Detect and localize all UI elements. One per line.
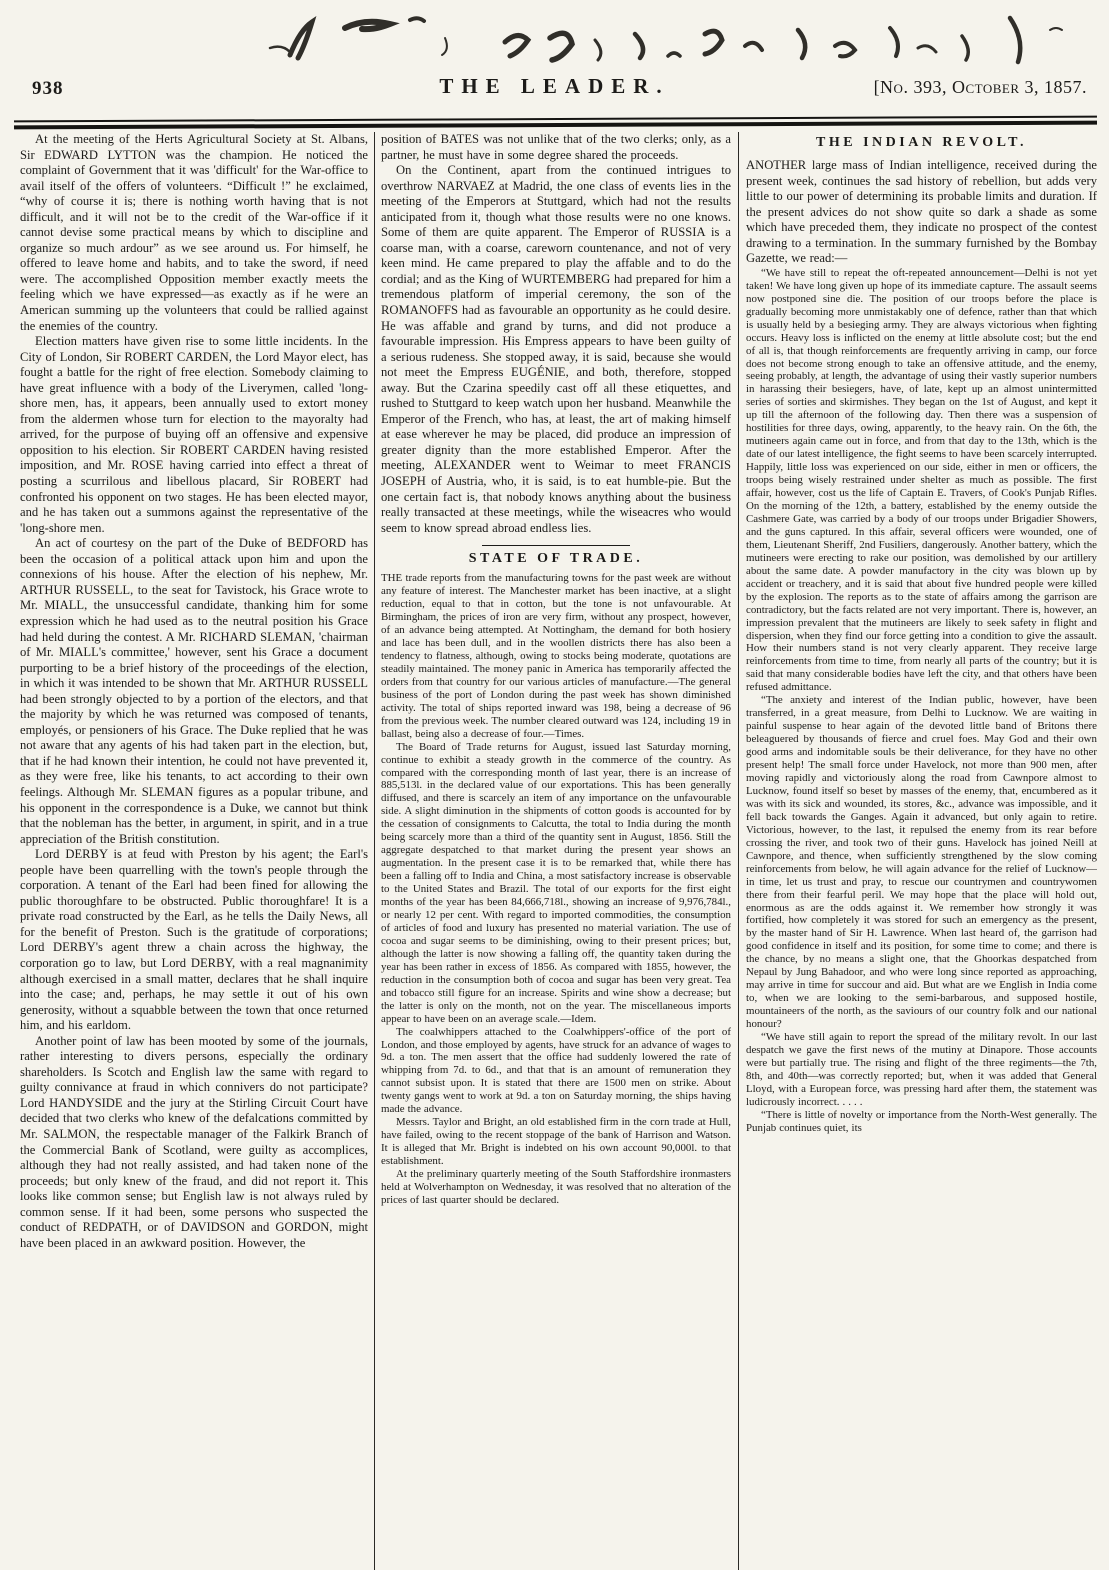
page-header <box>0 70 1109 116</box>
section-title-indian-revolt: THE INDIAN REVOLT. <box>816 135 1027 150</box>
section-divider-rule <box>482 545 630 546</box>
ink-smudge-marks <box>250 0 1109 70</box>
masthead-title: THE LEADER. <box>439 74 670 98</box>
trade-paragraph: The coalwhippers attached to the Coalwhippers'-office of the port of London, and those employed by agents, have struck for an advance of wages to 9d. a ton. The men assert that the office had suddenly lowered the rate of whipping from 7d. to 6d., and that that is an amount of remuneration they cannot subsist upon. It is stated that there are 1500 men on strike. About twenty gangs went to work at 9d. a ton on Saturday morning, the ships having made the advance. <box>381 1025 731 1116</box>
section-title-state-of-trade: STATE OF TRADE. <box>468 551 644 567</box>
extract-paragraph: “We have still to repeat the oft-repeated announcement—Delhi is not yet taken! We have long given up hope of its immediate capture. The assault seems now postponed sine die. The position of our troops before the place is gradually becoming more unmistakably one of defence, rather than that which is usually held by a besieging army. They are always victorious when fighting occurs. Heavy loss is inflicted on the enemy at little absolute cost; but the end of all is, that though reinforcements are frequently arriving in camp, our force does not become strong enough to take an offensive attitude, and the enemy, seeing probably, at length, the advantage of using their vastly superior numbers in harassing their besiegers, have, of late, kept up an almost unintermitted series of sorties and skirmishes. They began on the 1st of August, and kept it up till the afternoon of the following day. Then there was a suspension of hostilities for three days, owing, apparently, to the heavy rain. On the 6th, the mutineers again came out in force, and from that day to the 13th, which is the date of our latest intelligence, the fight seems to have been scarcely interrupted. Happily, little loss was experienced on our side, either in men or officers, the troops being wisely restrained under shelter as much as possible. The first affair, however, cost us the life of Captain E. Travers, of Cook's Punjab Rifles. On the morning of the 12th, a battery, established by the enemy outside the Cashmere Gate, was carried by a body of our troops under Brigadier Showers, and the guns captured. In this affair, several officers were wounded, one of them, Lieutenant Sheriff, 2nd Fusiliers, dangerously. Another battery, which the mutineers were erecting to rake our position, was demolished by our artillery about the same date. A powder manufactory in the city was blown up by accident or treachery, and it is said that about five hundred people were killed by the explosion. The reports as to the state of affairs among the garrison are contradictory, but the facts related are not very important. There is, however, an impression prevalent that the mutineers are likely to seek safety in flight and dispersion, when they find our force getting into a condition to give the assault. How their numbers stand is not very clearly apparent. They receive large reinforcements from time to time, from nearly all parts of the country; but it is said that many considerable bodies have left the city, and that others have been refused admittance. <box>746 266 1097 694</box>
header-double-rule <box>14 116 1097 130</box>
column-2-leaders-and-trade <box>381 132 731 1564</box>
leader-paragraph: On the Continent, apart from the continued intrigues to overthrow NARVAEZ at Madrid, the one class of events lies in the meeting of the Emperors at Stuttgard, which had not the results anticipated from it, though what those results were no one knows. Some of them are quite apparent. The Emperor of RUSSIA is a coarse man, with a coarse, careworn countenance, and not of very keen mind. He came prepared to play the affable and to do the cordial; and as the King of WURTEMBERG had prepared for him a tremendous platform of imperial ceremony, the son of the ROMANOFFS had as favourable an opportunity as he could desire. He was affable and grand by turns, and did not produce a favourable impression. His Empress appears to have been guilty of a serious rudeness. She stopped away, it is said, because she would not meet the Empress EUGÉNIE, and both, therefore, stopped away. But the Czarina speedily cast off all these etiquettes, and rushed to Stuttgard to keep watch upon her husband. Meanwhile the Emperor of the French, who has, at least, the art of making himself at ease wherever he may be placed, did produce an impression of greater dignity than the more established Emperor. After the meeting, ALEXANDER went to Weimar to meet FRANCIS JOSEPH of Austria, who, it is said, is to eat humble-pie. But the one certain fact is, that nobody knows anything about the business really transacted at these meetings, while the wiseacres who would seem to know spread abroad endless lies. <box>381 163 731 535</box>
column-rule <box>738 132 739 1570</box>
issue-number-and-date: [No. 393, October 3, 1857. <box>873 77 1087 97</box>
column-1-leaders <box>20 132 368 1564</box>
extract-paragraph: “There is little of novelty or importance from the North-West generally. The Punjab continues quiet, its <box>746 1108 1097 1134</box>
page-number: 938 <box>32 78 64 99</box>
column-rule <box>374 132 375 1570</box>
indian-revolt-intro-paragraph: ANOTHER large mass of Indian intelligence, received during the present week, continues the sad history of rebellion, but adds very little to our power of determining its probable limits and duration. If the present advices do not show quite so dark a shade as some which have preceded them, they indicate no prospect of the contest drawing to a termination. In the summary furnished by the Bombay Gazette, we read:— <box>746 158 1097 266</box>
leader-continuation <box>381 132 731 536</box>
trade-paragraph: The Board of Trade returns for August, issued last Saturday morning, continue to exhibit a steady growth in the commerce of the country. As compared with the corresponding month of last year, there is an increase of 885,513l. in the declared value of our exportations. This has been generally diffused, and there is scarcely an item of any importance on the unfavourable side. A slight diminution in the shipments of cotton goods is accounted for by the cessation of consignments to Calcutta, the total to India during the month being scarcely more than a third of the quantity sent in August, 1856. Still the aggregate despatched to that market during the present year shows an augmentation. In the present case it is to be remarked that, while there has been a falling off to India and China, a most satisfactory increase is observable to the United States and Brazil. The total of our exports for the first eight months of the year has been 84,666,718l., showing an increase of 9,976,784l., or nearly 12 per cent. With regard to imported commodities, the consumption of articles of food and luxury has presented no material variation. The use of cocoa and sugar seems to be diminishing, owing to their present prices; but, although the latter is now showing a falling off, the quantity taken during the year has been rather in excess of 1856. As compared with 1855, however, the reduction in the consumption both of cocoa and sugar has been very great. Tea and tobacco still figure for an increase. Spirits and wine show a decrease; but the latter is only on the month, not on the year. The miscellaneous imports appear to have been on an average scale.—Idem. <box>381 740 731 1025</box>
leader-paragraph: Lord DERBY is at feud with Preston by his agent; the Earl's people have been quarrelling with the town's people through the corporation. A tenant of the Earl had been fined for allowing the public thoroughfare to be obstructed. Public thoroughfare! It is a private road constructed by the Earl, as he tells the Daily News, all for the benefit of Preston. Such is the gratitude of corporations; Lord DERBY's agent threw a chain across the highway, the corporation go to law, but Lord DERBY, with a real magnanimity although exercised in a small matter, declares that he shall inquire into the case; and, perhaps, he may settle it out of his own generosity, without a squabble between the town that once returned him, and his earldom. <box>20 847 368 1033</box>
extract-paragraph: “We have still again to report the spread of the military revolt. In our last despatch we gave the first news of the mutiny at Dinapore. Those accounts were but partially true. The rising and flight of the three regiments—the 7th, 8th, and 40th—was correctly reported; but, when it was added that General Lloyd, with a European force, was pressing hard after them, the statement was ludicrously incorrect. . . . . <box>746 1031 1097 1108</box>
trade-paragraph: Messrs. Taylor and Bright, an old established firm in the corn trade at Hull, have failed, owing to the recent stoppage of the bank of Harrison and Watson. It is alleged that Mr. Bright is indebted on his own account 90,000l. to that establishment. <box>381 1116 731 1168</box>
column-3-indian-revolt <box>746 132 1097 1564</box>
leader-paragraph: Another point of law has been mooted by some of the journals, rather interesting to divers persons, especially the ordinary shareholders. Is Scotch and English law the same with regard to guilty connivance at fraud in which connivers do not participate? Lord HANDYSIDE and the jury at the Stirling Circuit Court have decided that two clerks who knew of the defalcations committed by Mr. SALMON, the respectable manager of the Falkirk Branch of the Commercial Bank of Scotland, were guilty as accomplices, although they had not really assisted, and had taken none of the proceeds; but only knew of the fraud, and did not report it. This looks like common sense; but English law is not always ruled by common sense. If it had been, some persons who suspected the conduct of REDPATH, or of DAVIDSON and GORDON, might have been placed in an awkward position. However, the <box>20 1033 368 1250</box>
indian-revolt-intro <box>746 158 1097 267</box>
leader-paragraph: At the meeting of the Herts Agricultural Society at St. Albans, Sir EDWARD LYTTON was the champion. He noticed the complaint of Government that it was 'difficult' for the War-office to avail itself of the offers of volunteers. “Difficult !” he exclaimed, “why of course it is; there is nothing worth having that is not difficult, and it will not be to the credit of the War-office if it cannot devise some practical means by which to discipline and organize so much ardour” as we see around us. For himself, he offered to leave home and habits, and to take the sword, if need were. The accomplished Opposition member exactly meets the feeling which we have expressed—as exactly as if he were an American summing up the volunteers that could be rallied against the enemies of the country. <box>20 132 368 333</box>
state-of-trade-body <box>381 572 731 1207</box>
extract-paragraph: “The anxiety and interest of the Indian public, however, have been transferred, in a great measure, from Delhi to Lucknow. We are waiting in painful suspense to hear again of the devoted little band of Britons there beleaguered by thousands of fierce and cruel foes. May God and their own good arms and indomitable souls be their deliverance, for they have no other present help! The small force under Havelock, not more than 900 men, after moving rapidly and victoriously along the road from Cawnpore almost to Lucknow, found itself so beset by masses of the enemy, that, encumbered as it was with its sick and wounded, its stores, &c., advance was impossible, and it fell back towards the Ganges. Again it advanced, but only again to retire. Victorious, however, to the last, it repulsed the enemy from its rear before crossing the river, and took two of their guns. Havelock has joined Neill at Cawnpore, and thence, when sufficiently strengthened by the slow coming reinforcements from below, he will again advance for the relief of Lucknow—in time, let us trust and pray, to rescue our countrymen and countrywomen there from their fearful peril. We may hope that the place will hold out, enormous as are the odds against it. We remember how strongly it was fortified, how completely it was stored for such an emergency as the present, by the master hand of Sir H. Lawrence. When last heard of, the garrison had good confidence in itself and its position, for some time to come; and there is the chance, by no means a slight one, that the Ghoorkas despatched from Nepaul by Jung Bahadoor, and who were long since reported as approaching, may arrive in time for succour and aid. But what are we English in India come to, when we are looking to the semi-barbarous, and supposed hostile, mountaineers of the north, as the saviours of our country folk and our national honour? <box>746 694 1097 1031</box>
indian-revolt-extract <box>746 267 1097 1135</box>
leader-paragraph-continuation: position of BATES was not unlike that of the two clerks; only, as a partner, he must have in some degree shared the proceeds. <box>381 132 731 162</box>
leader-paragraph: Election matters have given rise to some little incidents. In the City of London, Sir ROBERT CARDEN, the Lord Mayor elect, has fought a battle for the right of free election. Somebody claiming to have great influence with a body of the Liverymen, called 'long-shore men, has, it appears, been annually used to extort money from the aldermen whose turn for election to the mayoralty had arrived, for the purpose of buying off an offensive and expensive opposition to his election. Sir ROBERT CARDEN having resisted imposition, and Mr. ROSE having carried into effect a threat of posting a scurrilous and libellous placard, Sir ROBERT had confronted his opponent on two stages. He has been elected mayor, and he has taken out a summons against the representative of the 'long-shore men. <box>20 334 368 535</box>
trade-paragraph: At the preliminary quarterly meeting of the South Staffordshire ironmasters held at Wolverhampton on Wednesday, it was resolved that no alteration of the prices of last quarter should be declared. <box>381 1168 731 1206</box>
columns-container <box>20 132 1097 1564</box>
trade-paragraph: THE trade reports from the manufacturing towns for the past week are without any feature of interest. The Manchester market has been inactive, at a slight reduction, equal to that in cotton, but the tone is not unfavourable. At Birmingham, the prices of iron are very firm, without any prospect, however, of an advance being attempted. At Nottingham, the demand for both hosiery and lace has been dull, and in the woollen districts there has also been a tendency to flatness, although, owing to stocks being moderate, quotations are steadily maintained. The money panic in America has temporarily affected the orders from that country for our various articles of manufacture.—The general business of the port of London during the past week has shown diminished activity. The total of ships reported inward was 198, being a decrease of 96 from the previous week. The number cleared outward was 124, including 19 in ballast, being also a decrease of four.—Times. <box>381 572 731 740</box>
leader-paragraph: An act of courtesy on the part of the Duke of BEDFORD has been the occasion of a political attack upon him and upon the connexions of his house. After the election of his nephew, Mr. ARTHUR RUSSELL, to the seat for Tavistock, his Grace wrote to Mr. MIALL, the unsuccessful candidate, thanking him for some expression which he had used as to the neutral position his Grace had held during the contest. A Mr. RICHARD SLEMAN, 'chairman of Mr. MIALL's committee,' however, sent his Grace a document purporting to be a brief history of the proceedings of the election, in which it was intended to be shown that Mr. ARTHUR RUSSELL had been strongly objected to by a portion of the electors, and that the majority by which he was returned was composed of tenants, employés, or pensioners of his Grace. The Duke replied that he was not aware that any agents of his had taken part in the election, but, that if he had known their intention, he could not have prevented it, as they were free, like his tenants, to act according to their own feelings. Although Mr. SLEMAN figures as a popular tribune, and his opponent in the correspondence is a Duke, we cannot but think that the nobleman has the better, in argument, in spirit, and in a true appreciation of the British constitution. <box>20 536 368 846</box>
